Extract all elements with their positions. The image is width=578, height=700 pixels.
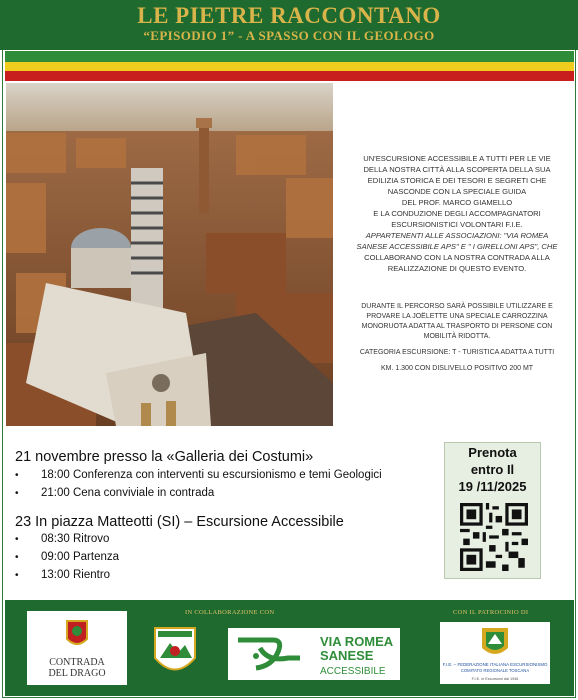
desc-line: APPARTENENTI ALLE ASSOCIAZIONI: "VIA ROMEA [365, 231, 549, 240]
event-day-2-list [15, 530, 119, 584]
patronage-caption: CON IL PATROCINIO DI [453, 609, 529, 616]
list-item: • 08:30 Ritrovo [15, 533, 110, 545]
desc-line: DELLA NOSTRA CITTÀ ALLA SCOPERTA DELLA SUA [363, 165, 551, 174]
desc-line: COLLABORANO CON LA NOSTRA CONTRADA ALLA [364, 253, 550, 262]
booking-line-1: Prenota [468, 445, 517, 460]
desc-line: UN'ESCURSIONE ACCESSIBILE A TUTTI PER LE VIE [363, 154, 551, 163]
flag-stripe-yellow [5, 62, 574, 71]
desc-line: EDILIZIA STORICA E DEI TESORI E SEGRETI CHE [367, 176, 547, 185]
event-day-1-title: 21 novembre presso la «Galleria dei Costumi» [15, 449, 314, 465]
flag-stripe-red [5, 71, 574, 81]
desc-line: NASCONDE CON LA SPECIALE GUIDA [387, 187, 527, 196]
fie-name: F.I.E. – FEDERAZIONE ITALIANA ESCURSIONISMO [442, 662, 548, 667]
booking-box [444, 442, 541, 579]
poster-subtitle: “EPISODIO 1” - A SPASSO CON IL GEOLOGO [143, 28, 435, 43]
romea-line-1: VIA ROMEA [320, 634, 394, 649]
flag-stripe-green [5, 51, 574, 62]
desc-line: DEL PROF. MARCO GIAMELLO [401, 198, 513, 207]
partners-footer [5, 600, 574, 696]
event-day-1-list [15, 466, 382, 502]
hike-distance: KM. 1.300 CON DISLIVELLO POSITIVO 200 MT [380, 365, 534, 372]
via-romea-logo [228, 628, 400, 680]
siena-cathedral-photo [6, 83, 333, 426]
list-item: • 13:00 Rientro [15, 569, 111, 581]
desc-line: ESCURSIONISTICI VOLONTARI F.I.E. [391, 220, 523, 229]
qr-code-icon[interactable] [460, 503, 528, 571]
accessibility-text: DURANTE IL PERCORSO SARÀ POSSIBILE UTILIZZARE E PROVARE LA JOËLETTE UNA SPECIALE CARROZZINA MONORUOTA ADATTA AL TRASPORTO DI PERSONE CON MOBILITÀ RIDOTTA. [361, 303, 553, 340]
poster-title: LE PIETRE RACCONTANO [137, 3, 441, 28]
event-day-2-title: 23 In piazza Matteotti (SI) – Escursione Accessibile [15, 514, 344, 530]
accessibility-info [345, 302, 569, 380]
list-item: • 21:00 Cena conviviale in contrada [15, 487, 215, 499]
contrada-drago-logo [27, 611, 127, 685]
contrada-name-2: DEL DRAGO [48, 668, 106, 679]
collab-caption: IN COLLABORAZIONE CON [185, 609, 275, 616]
girelloni-logo [150, 623, 200, 683]
event-description [345, 153, 569, 274]
poster-header [0, 0, 578, 50]
contrada-name-1: CONTRADA [49, 657, 105, 668]
fie-region: COMITATO REGIONALE TOSCANA [460, 668, 530, 673]
list-item: • 18:00 Conferenza con interventi su escursionismo e temi Geologici [15, 469, 382, 481]
hike-category: CATEGORIA ESCURSIONE: T - TURISTICA ADATTA A TUTTI [359, 349, 555, 356]
booking-line-2: entro Il [470, 462, 515, 477]
romea-line-3: ACCESSIBILE [320, 666, 386, 677]
desc-line: E LA CONDUZIONE DEGLI ACCOMPAGNATORI [373, 209, 541, 218]
desc-line: SANESE ACCESSIBILE APS" E " I GIRELLONI APS", CHE [356, 242, 558, 251]
list-item: • 09:00 Partenza [15, 551, 120, 563]
booking-date: 19 /11/2025 [458, 479, 527, 494]
fie-logo [440, 622, 550, 684]
fie-tagline: F.I.E. in Escursioni dal 1946 [471, 677, 519, 681]
romea-line-2: SANESE [320, 648, 374, 663]
desc-line: REALIZZAZIONE DI QUESTO EVENTO. [387, 264, 527, 273]
